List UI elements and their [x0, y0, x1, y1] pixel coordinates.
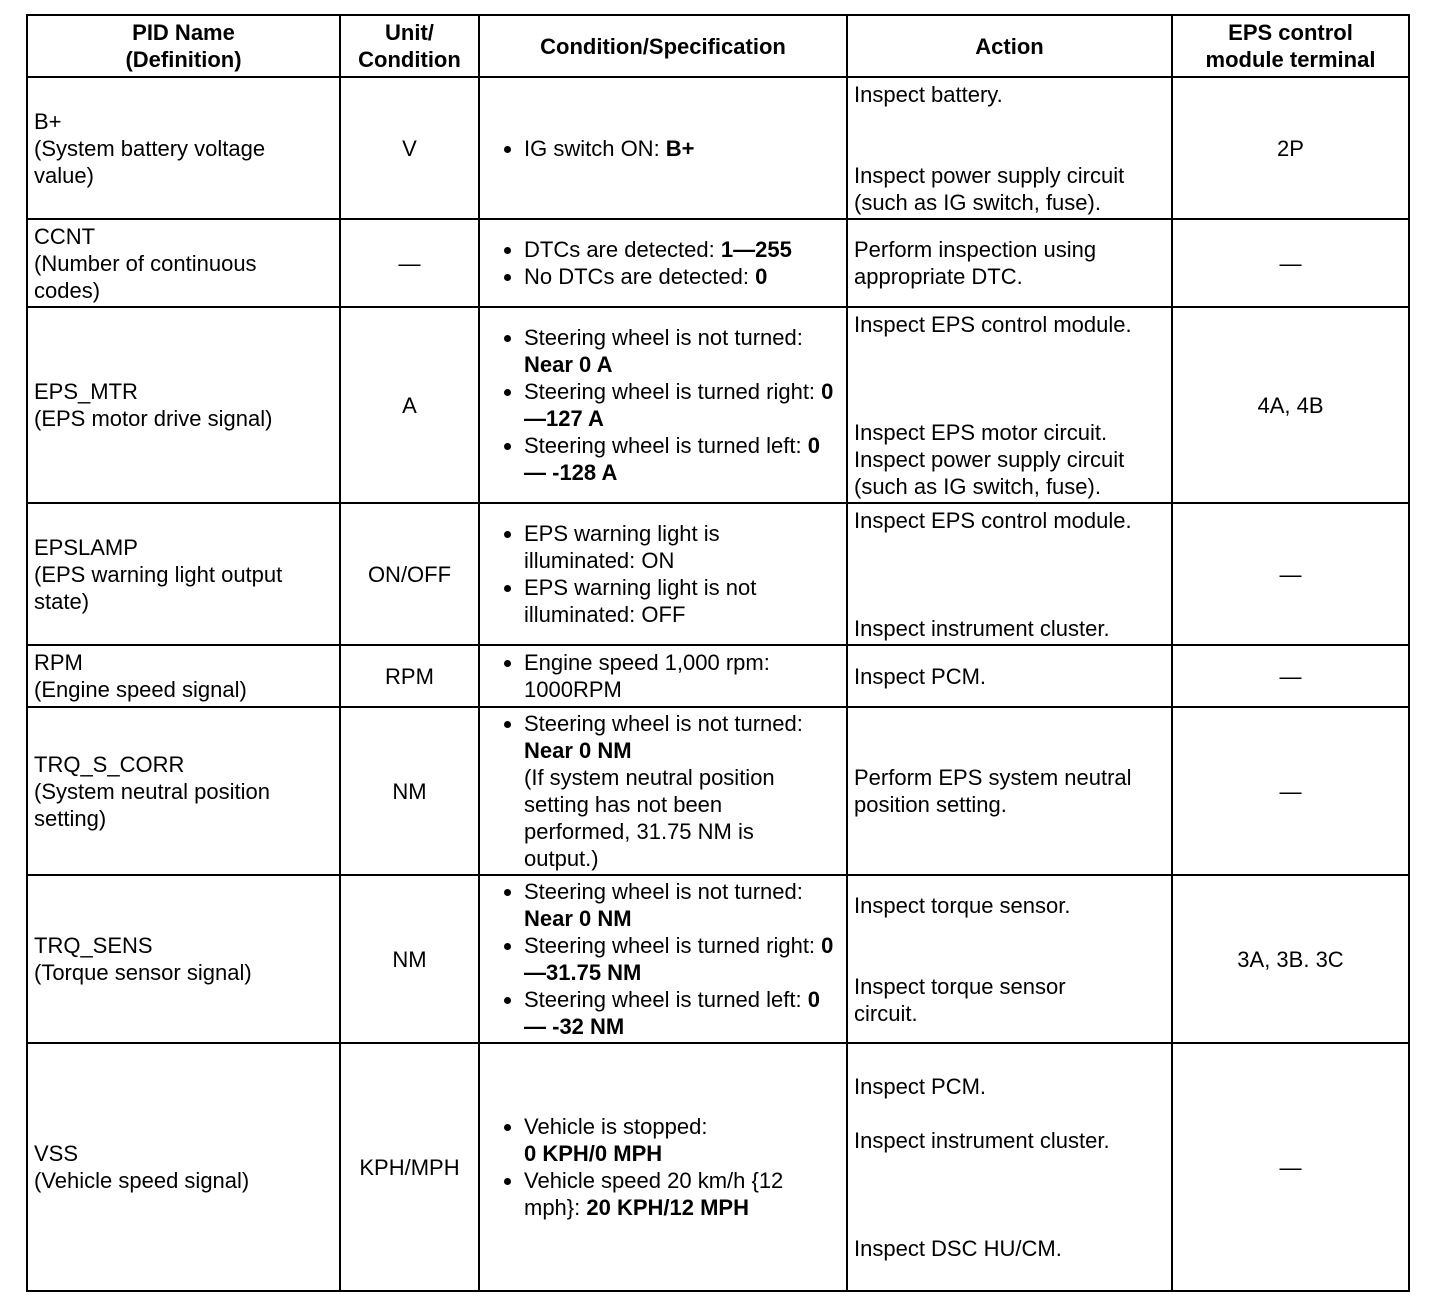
header-unit-line2: Condition — [358, 47, 461, 72]
table-row — [27, 503, 1409, 645]
pid-definition: (Torque sensor signal) — [34, 960, 252, 985]
pid-table — [26, 14, 1410, 1292]
unit-cell: ON/OFF — [340, 503, 479, 645]
spec-item: • Steering wheel is turned left: 0— -32 NM — [524, 986, 840, 1040]
pid-cell — [27, 503, 340, 645]
pid-name: TRQ_S_CORR — [34, 751, 185, 777]
header-pid-name — [27, 15, 340, 77]
spec-note: (If system neutral position setting has not been performed, 31.75 NM is output.) — [524, 765, 775, 871]
terminal-cell: — — [1172, 219, 1409, 307]
pid-cell — [27, 707, 340, 875]
table-row — [27, 645, 1409, 707]
pid-definition: (System battery voltage value) — [34, 135, 266, 188]
action-cell — [847, 307, 1172, 503]
action-item: Inspect EPS control module. — [854, 507, 1132, 533]
pid-name: EPS_MTR — [34, 379, 138, 404]
pid-cell — [27, 77, 340, 219]
spec-cell — [479, 645, 847, 707]
unit-cell: NM — [340, 707, 479, 875]
spec-item: • DTCs are detected: 1—255 — [524, 236, 840, 263]
table-row — [27, 77, 1409, 219]
action-item: Perform inspection using appropriate DTC. — [854, 237, 1097, 289]
spec-cell — [479, 1043, 847, 1291]
header-terminal-line1: EPS control — [1228, 20, 1353, 45]
spec-cell — [479, 219, 847, 307]
unit-cell: RPM — [340, 645, 479, 707]
action-item: Inspect torque sensor circuit. — [854, 973, 1066, 1026]
action-cell — [847, 645, 1172, 707]
spec-cell — [479, 77, 847, 219]
action-item: Inspect instrument cluster. — [854, 1127, 1110, 1153]
pid-cell — [27, 219, 340, 307]
action-item: Inspect torque sensor. — [854, 892, 1071, 918]
spec-cell — [479, 875, 847, 1043]
pid-name: CCNT — [34, 223, 96, 249]
action-item: Inspect instrument cluster. — [854, 615, 1110, 641]
terminal-cell: — — [1172, 645, 1409, 707]
spec-item: • IG switch ON: B+ — [524, 135, 840, 162]
pid-name: B+ — [34, 108, 62, 134]
spec-item: • Steering wheel is not turned: Near 0 NM — [524, 878, 840, 932]
header-spec: Condition/Specification — [479, 15, 847, 77]
table-row — [27, 307, 1409, 503]
pid-name: TRQ_SENS — [34, 933, 153, 958]
pid-definition: (Number of continuous codes) — [34, 250, 257, 303]
spec-cell — [479, 707, 847, 875]
terminal-cell: — — [1172, 707, 1409, 875]
spec-item: • Vehicle is stopped: 0 KPH/0 MPH — [524, 1113, 820, 1167]
pid-definition: (Engine speed signal) — [34, 677, 247, 702]
spec-item: • Steering wheel is not turned: Near 0 NM (If system neutral position setting has not been performed, 31.75 NM is output.) — [524, 710, 840, 872]
table-row — [27, 875, 1409, 1043]
spec-item: • Vehicle speed 20 km/h {12 mph}: 20 KPH/12 MPH — [524, 1167, 820, 1221]
header-action: Action — [847, 15, 1172, 77]
spec-cell — [479, 503, 847, 645]
pid-name: RPM — [34, 650, 83, 675]
terminal-cell: — — [1172, 1043, 1409, 1291]
header-row — [27, 15, 1409, 77]
pid-definition: (EPS warning light output state) — [34, 561, 283, 614]
action-item: Inspect PCM. — [854, 663, 987, 689]
header-pid-line1: PID Name — [132, 20, 235, 45]
pid-cell — [27, 1043, 340, 1291]
terminal-cell: 2P — [1172, 77, 1409, 219]
action-item: Inspect power supply circuit (such as IG switch, fuse). — [854, 162, 1125, 215]
action-item: Inspect EPS control module. — [854, 311, 1132, 337]
pid-definition: (EPS motor drive signal) — [34, 406, 273, 431]
action-cell — [847, 707, 1172, 875]
spec-item: • No DTCs are detected: 0 — [524, 263, 840, 290]
pid-cell — [27, 307, 340, 503]
action-item: Perform EPS system neutral position setting. — [854, 765, 1132, 817]
table-row — [27, 219, 1409, 307]
terminal-cell: — — [1172, 503, 1409, 645]
spec-item: • Engine speed 1,000 rpm: 1000RPM — [524, 649, 810, 703]
action-cell — [847, 77, 1172, 219]
pid-cell — [27, 875, 340, 1043]
action-cell — [847, 1043, 1172, 1291]
spec-cell — [479, 307, 847, 503]
pid-name: EPSLAMP — [34, 534, 138, 560]
action-cell — [847, 503, 1172, 645]
header-unit — [340, 15, 479, 77]
pid-definition: (Vehicle speed signal) — [34, 1168, 250, 1193]
spec-item: • EPS warning light is not illuminated: OFF — [524, 574, 780, 628]
table-row — [27, 707, 1409, 875]
header-terminal-line2: module terminal — [1205, 47, 1376, 72]
action-item: Inspect PCM. — [854, 1073, 987, 1099]
action-item: Inspect power supply circuit (such as IG switch, fuse). — [854, 446, 1125, 499]
spec-item: • Steering wheel is not turned: Near 0 A — [524, 324, 840, 378]
table-row — [27, 1043, 1409, 1291]
pid-name: VSS — [34, 1141, 79, 1166]
action-item: Inspect battery. — [854, 81, 1003, 107]
spec-item: • Steering wheel is turned left: 0— -128 A — [524, 432, 840, 486]
unit-cell: KPH/MPH — [340, 1043, 479, 1291]
header-unit-line1: Unit/ — [385, 20, 434, 45]
spec-item: • Steering wheel is turned right: 0—127 A — [524, 378, 840, 432]
action-item: Inspect DSC HU/CM. — [854, 1235, 1062, 1261]
terminal-cell: 3A, 3B. 3C — [1172, 875, 1409, 1043]
spec-item: • Steering wheel is turned right: 0—31.75 NM — [524, 932, 840, 986]
action-item: Inspect EPS motor circuit. — [854, 419, 1108, 445]
header-pid-line2: (Definition) — [125, 47, 242, 72]
action-cell — [847, 219, 1172, 307]
spec-item: • EPS warning light is illuminated: ON — [524, 520, 780, 574]
pid-definition: (System neutral position setting) — [34, 778, 270, 831]
unit-cell: A — [340, 307, 479, 503]
unit-cell: V — [340, 77, 479, 219]
pid-cell — [27, 645, 340, 707]
unit-cell: NM — [340, 875, 479, 1043]
terminal-cell: 4A, 4B — [1172, 307, 1409, 503]
header-terminal — [1172, 15, 1409, 77]
action-cell — [847, 875, 1172, 1043]
unit-cell: — — [340, 219, 479, 307]
